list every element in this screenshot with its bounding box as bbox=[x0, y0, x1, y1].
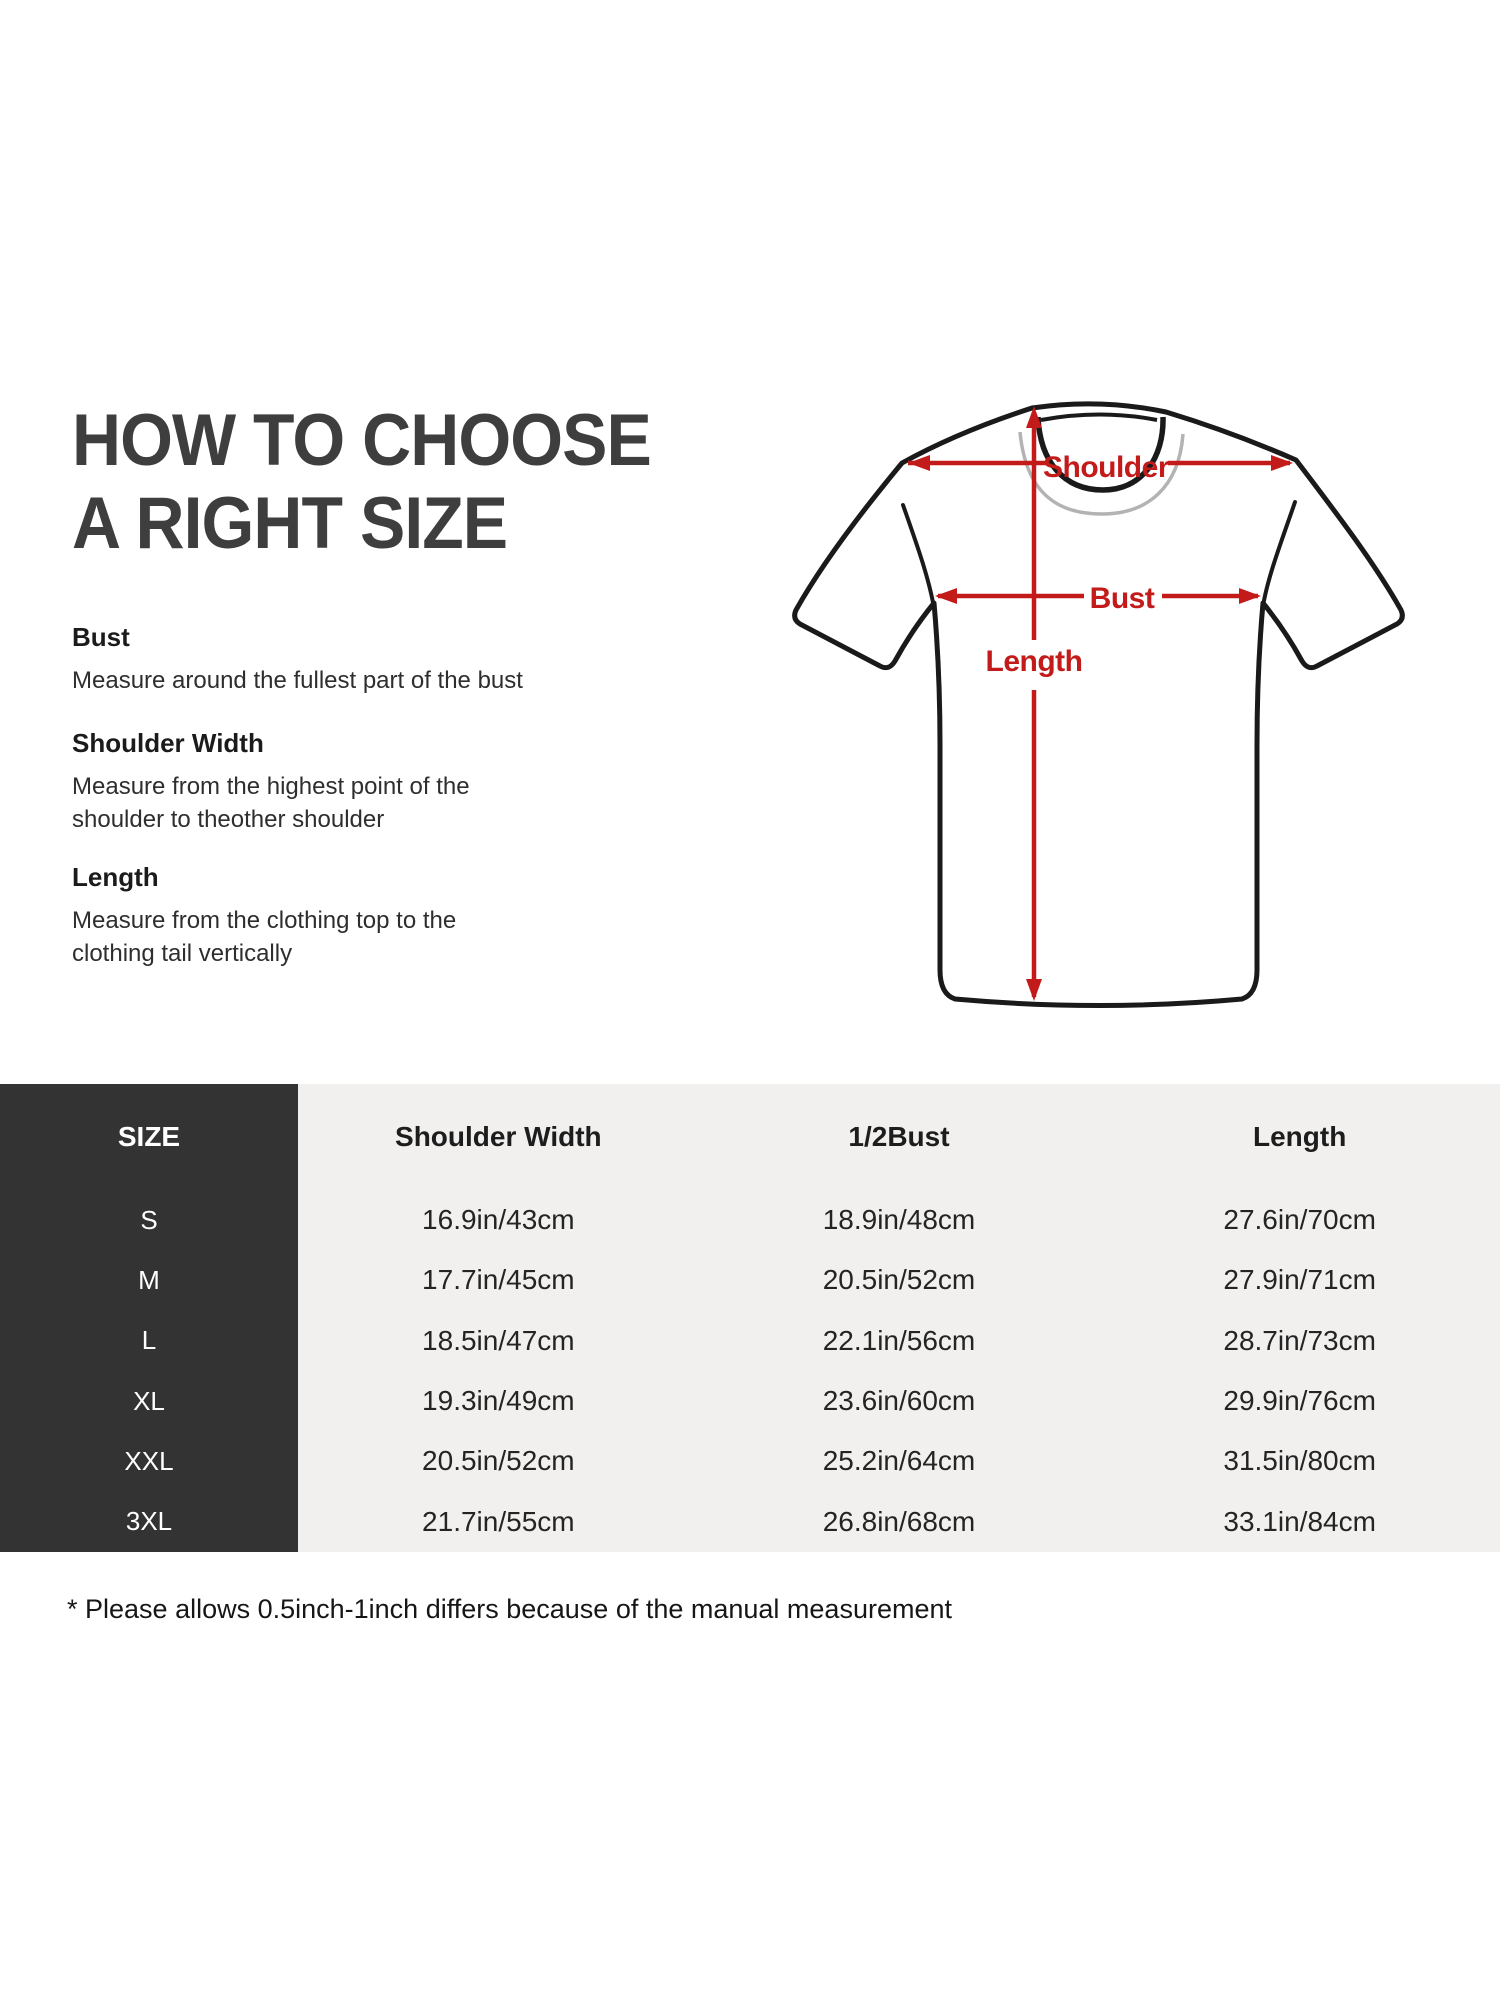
guide-text-length-line1: Measure from the clothing top to the bbox=[72, 907, 457, 934]
tshirt-diagram bbox=[760, 380, 1460, 1040]
footnote: * Please allows 0.5inch-1inch differs because of the manual measurement bbox=[67, 1594, 953, 1624]
guide-text-length-line2: clothing tail vertically bbox=[72, 940, 293, 967]
table-cell-s-shoulder: 16.9in/43cm bbox=[422, 1204, 575, 1236]
table-size-label-m: M bbox=[0, 1250, 298, 1310]
table-cell-s-bust: 18.9in/48cm bbox=[822, 1204, 976, 1236]
page-title bbox=[72, 399, 651, 565]
table-cell-m-bust: 20.5in/52cm bbox=[822, 1264, 976, 1296]
table-cell-xl-bust: 23.6in/60cm bbox=[822, 1385, 976, 1417]
table-cell-xxl-shoulder: 20.5in/52cm bbox=[422, 1445, 575, 1477]
table-cell-m-shoulder: 17.7in/45cm bbox=[422, 1264, 575, 1296]
table-cell-3xl-length: 33.1in/84cm bbox=[1223, 1505, 1376, 1537]
shoulder-label: Shoulder bbox=[1042, 451, 1170, 484]
length-label: Length bbox=[985, 645, 1083, 678]
table-cell-3xl-bust: 26.8in/68cm bbox=[822, 1505, 976, 1537]
page-title-line2: A RIGHT SIZE bbox=[72, 483, 508, 564]
tshirt-outline-shape bbox=[795, 404, 1403, 1006]
table-cell-s-length: 27.6in/70cm bbox=[1223, 1204, 1376, 1236]
table-cell-xxl-bust: 25.2in/64cm bbox=[822, 1445, 976, 1477]
guide-text-shoulder-width-line1: Measure from the highest point of the bbox=[72, 773, 470, 800]
guide-heading-shoulder-width: Shoulder Width bbox=[72, 728, 264, 758]
table-header-half-bust: 1/2Bust bbox=[848, 1121, 950, 1152]
table-header-size: SIZE bbox=[0, 1084, 298, 1190]
table-cell-xl-shoulder: 19.3in/49cm bbox=[422, 1385, 575, 1417]
table-cell-l-shoulder: 18.5in/47cm bbox=[422, 1324, 575, 1356]
guide-text-shoulder-width-line2: shoulder to theother shoulder bbox=[72, 806, 385, 833]
guide-section-length bbox=[72, 860, 456, 970]
table-cell-3xl-shoulder: 21.7in/55cm bbox=[422, 1505, 575, 1537]
table-cell-m-length: 27.9in/71cm bbox=[1223, 1264, 1376, 1296]
table-cell-l-length: 28.7in/73cm bbox=[1223, 1324, 1376, 1356]
guide-section-shoulder-width bbox=[72, 726, 470, 836]
table-size-label-3xl: 3XL bbox=[0, 1492, 298, 1552]
table-cell-xxl-length: 31.5in/80cm bbox=[1223, 1445, 1376, 1477]
table-cell-l-bust: 22.1in/56cm bbox=[822, 1324, 976, 1356]
guide-section-bust bbox=[72, 620, 523, 697]
guide-heading-bust: Bust bbox=[72, 622, 130, 652]
page-title-line1: HOW TO CHOOSE bbox=[72, 400, 651, 481]
guide-heading-length: Length bbox=[72, 862, 159, 892]
table-size-label-xxl: XXL bbox=[0, 1431, 298, 1491]
table-size-label-xl: XL bbox=[0, 1371, 298, 1431]
guide-text-bust: Measure around the fullest part of the bust bbox=[72, 667, 523, 694]
bust-label: Bust bbox=[1089, 582, 1155, 615]
table-header-shoulder-width: Shoulder Width bbox=[395, 1121, 602, 1152]
table-cell-xl-length: 29.9in/76cm bbox=[1223, 1385, 1376, 1417]
size-table bbox=[0, 1084, 1500, 1552]
table-header-length: Length bbox=[1253, 1121, 1347, 1152]
table-size-label-l: L bbox=[0, 1311, 298, 1371]
table-size-label-s: S bbox=[0, 1190, 298, 1250]
